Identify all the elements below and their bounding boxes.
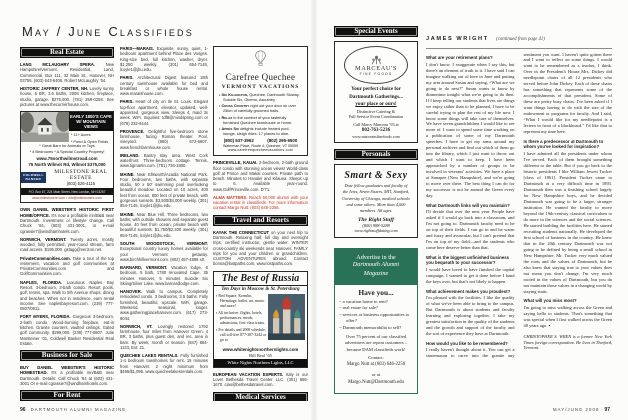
dam-head-line: Magazine [363, 269, 389, 277]
classified-ad [120, 324, 208, 351]
ad-text: Lovely sunny house, 5 BR, 3.5 baths, 2008 kitchen, fireplace, studio, garage. $275,000. (781) 259-0258. See pictures at www.thecurrierhouse.com. [20, 86, 114, 107]
bullet-text: in the comfort of your tastefully furnished Quechee townhouse or home. [223, 114, 293, 125]
smart-sexy-title: Smart & Sexy [344, 170, 408, 182]
ad-text: on your next trip to Dartmouth. Relaxing half, full day and overnight trips, certified instructor, gentle water. WINTER cross-country ski weekends near Hanover. FAMILY trips for you and your children or grandchildren. CUSTOM ADVENTURES abroad. Contact bonna@lostpaths.com, www.lostpaths.com. [213, 229, 308, 267]
ad-text: Delightful five-bedroom stone farmhouse, facing Roman theater. Pool, vineyard. (860) 672-6607. www.frenchfarmhouse.com. [120, 128, 208, 150]
dam-list-item: ~ services or business opportunities to offer? [339, 312, 413, 325]
dam-list-item: ~ real estate for sale? [339, 305, 413, 312]
section-label: Special Events [354, 27, 398, 35]
ad-lead: NAPLES, FLORIDA. [20, 279, 63, 285]
quechee-logo-text: Carefree Quechee [225, 72, 296, 82]
interview-answer: I don't know. I exaggerate when I say this, but there's an element of truth to it. I have said I can imagine walking out of here in June and putting my arm around Susan and saying, “What are we going to do next?” Susan wants to know by dinnertime tonight what we're going to do then. If I keep telling our students that lives are things we enjoy rather than to be planned, I have to be careful trying to plan the rest of my life now. I know some things will take care of themselves. We have seven grandchildren I would like to see more of. I want to spend some time working on a publication of some of my Dartmouth speeches. I have to get my arms around my personal archives and find out which of them go into the library, which I just want to throw out and which I want to keep. I have been approached by a number of groups to be involved in veterans' activities. We have a place at Sunapee [New Hampshire], and we're going to move over there. The best thing I can do for my successor is not be around the Green every day. [426, 61, 515, 199]
classified-ad [120, 153, 208, 169]
ad-group [20, 207, 114, 348]
magazine-name: DARTMOUTH ALUMNI MAGAZINE [30, 407, 127, 412]
dam-contact-email: Margo.Nutt@Dartmouth.edu [348, 379, 404, 385]
produce-bunch-icon [369, 55, 384, 65]
ad-text: Italy is our Love! Bethesda Travel Center LLC. (301) 656-1670. ciao@bethesdatravel.com. [213, 371, 308, 388]
ad-text: Exquisite, sunny, quiet, 1-bedroom apartment behind Place des Vosges. King-size bed, full kitchen, washer, dryer. $1,250 weekly. (301) 654-7145, lcoyle1@jhu.edu. [120, 46, 208, 73]
milestone-feature-line: * Great Barn for Animals or Toys [39, 143, 95, 149]
marceau-subname: FINE FOODS [359, 71, 393, 76]
interview-answer: I'll decide that over the next year. People have asked if I would go back into a classroom, and I'm not going to. Dartmouth faculty need to be on top of their fields. I can go in and be warm and fuzzy and avuncular, but I can't pretend that I'm on top of my field—and the students who come here deserve better than that. [426, 209, 515, 251]
section-header-business-for-sale [20, 350, 114, 361]
classified-ad [20, 62, 114, 83]
bullet-lead: Après Ski [221, 126, 240, 132]
ad-text: Lovingly restored 1792 farmhouse, four miles from Hanover Green. 4 BR, 3 baths, plus guest den, and rec. area in barn. By week, month or season. (847) 864-1133, Ext. 21. [120, 323, 208, 350]
classified-ad [120, 289, 208, 321]
dam-contact-label: Contact: [368, 355, 384, 361]
ad-lead: KAYAK THE CONNECTICUT [213, 229, 270, 235]
article-continued-note: (continued from page 41) [496, 37, 545, 42]
interview-answer: I would have loved to have finished the capital campaign. I wanted to get it done before I hand the keys over, but that's not likely to happen. [426, 267, 515, 285]
marceau-web: www.marceausfinefoods.com [352, 134, 400, 140]
right-page-footer [553, 407, 610, 413]
classified-ad [120, 75, 208, 96]
ad-lead: MAINE. [120, 211, 135, 217]
marceau-tagline: Dartmouth Gatherings... [349, 94, 403, 101]
ad-lead: PRINCEVILLE, KAUAI. [213, 160, 258, 166]
russia-ad-company-bar: White Nights Northern Lights, LLC [214, 359, 307, 367]
dam-item-list [339, 299, 413, 332]
st-basils-graphic [268, 294, 305, 340]
ad-lead: EUROPEAN VACATION EXPERTS. [213, 371, 284, 377]
russia-bullet: ▪ Red Square, Kremlin, Hermitage, ballet, art, music and more! [216, 294, 268, 309]
ad-text: It's now a profitable inn/B&B near Dartmouth. Investment or lifestyle change. Call Chuck ’84, (603) 431-3001, or e-mail cgrassie7@windhamhotels.com. [20, 212, 114, 234]
ad-text: Exceptional country luxury homes available for your Vermont getaway. www.birchhillvermont.com. (802) 457-4898 x0. [120, 246, 208, 262]
russia-ad-contact: Bill Beal ’65 [249, 352, 272, 358]
section-header-medical-services [213, 392, 308, 401]
classified-ad [213, 230, 308, 267]
ad-lead: PROVENCE. [120, 128, 145, 134]
classifieds-column-3 [213, 46, 308, 401]
classified-ad [20, 280, 114, 312]
classified-ad [120, 99, 208, 126]
dam-list-item: ~ Dartmouth memorabilia to sell? [339, 325, 413, 332]
russia-bullet: ▪ All inclusive: flights, hotels, performances, meals, admissions, first-class trains. [216, 311, 268, 326]
interview-question: How would you like to be remembered? [426, 340, 508, 346]
classified-ad [20, 86, 114, 107]
dam-ad-body [335, 285, 417, 393]
coldwell-logo-line: COLDWELL [23, 172, 44, 177]
milestone-brand-row [21, 169, 113, 187]
author-credit: CHRISTOPHER S. WREN is a former New York Times foreign correspondent. He lives in Thetford, Vermont. [523, 333, 612, 351]
dam-contact-phone: Margo Nutt at (603) 646-2256 [346, 362, 406, 368]
ad-group [20, 365, 114, 389]
dam-list-item: ~ a vacation home to rent? [339, 299, 413, 306]
right-stuff-brand: The Right Stuff [358, 217, 394, 224]
section-label: Medical Services [235, 392, 286, 401]
milestone-bullet: * Pond & Open Fields [70, 139, 109, 145]
section-header-travel-and-resorts [213, 215, 308, 226]
russia-ad-title: The Best of Russia [214, 272, 307, 286]
dam-contact-or: or at [371, 372, 381, 378]
ad-text: Heart of city on Ile St. Louis. Elegant top-floor apartment, elevator, updated, well-appointed, gorgeous view. Sleeps 4, maid 3x week. WiFi. Inquiries: tdf8@mindspring.com or (678) 232-8444. [120, 99, 208, 126]
dam-have-you: Have you... [358, 287, 394, 297]
classified-ad [20, 237, 114, 253]
james-wright-article [426, 27, 612, 404]
marceau-services: Full Service Event Coordination [348, 114, 404, 120]
ad-text: 2-bedroom, 2-bath ground floor condo with stunning ocean views! World-class golf at Prince and Makai courses. Private path to beach. Minutes to Hanalei and Kilauea. Sleeps up to 6. Available year-round. www.GolfPrinceville.com. D’71. [213, 160, 308, 192]
ad-lead: IRELAND. [120, 152, 140, 158]
marceau-tagline: your place or ours! [355, 100, 397, 107]
section-header-real-estate [20, 47, 114, 58]
milestone-phone: (603) 526-4116 [66, 181, 96, 187]
russia-ad-subtitle: Ten Days in Moscow & St. Petersburg [221, 287, 300, 293]
article-columns [426, 52, 612, 404]
marceau-tagline: Your perfect choice for [351, 86, 401, 92]
classified-ad [20, 207, 114, 234]
ad-group [20, 62, 114, 110]
ad-lead: OWN DANIEL WEBSTER'S HISTORIC FIRST HOME/OFFICE. [20, 207, 114, 218]
classified-ad [213, 372, 308, 388]
classified-ad [120, 241, 208, 262]
ad-text: Twenty acres, mostly wooded, fully permitted, year-round stream, farm road access. $195,000. gstagg@verizon.net. [20, 236, 114, 253]
bullet-text: Quechee, Dartmouth Skiway, Suicide Six, Okemo, Ascutney [223, 92, 300, 103]
ad-text: Luxurious Naples Bay Resort. 3-bedroom, 3-bath condo. Resort pools, golf, tennis, spa. Walk to 5th Avenue shops, dining and beaches. When not in residence, earn rental income. See naplesbayresort.com. (239) 777-0807/0911. [20, 279, 114, 312]
interview-question: What Dartmouth links will you maintain? [426, 202, 510, 208]
article-byline: JAMES WRIGHT [426, 36, 489, 42]
classified-ad [120, 265, 208, 286]
ad-text: Vacation lodge, 6 bedroom, 5 bath, 1780 renovated Cape. 35 minutes Hanover, 5 minutes Suicide Six Skiing/Silver Lake. www.barnardlodge.com. [120, 264, 208, 286]
ad-text: Near Blue Hill. Three bedrooms, two baths, with outside showers and separate guest house. 40 feet from ocean, private beach with beautiful sunsets. $1,750/$2,300 weekly. (301) 654-7145, lcoyle1@jhu.edu. [120, 211, 208, 238]
classified-ad [20, 314, 114, 346]
classified-ad [120, 46, 208, 73]
hot-air-balloon-icon [254, 50, 267, 66]
quechee-bullet [219, 92, 302, 102]
ad-lead: LANG MCLAUGHRY SPERA. [20, 62, 96, 67]
marceau-phone: 802-763-5236 [361, 128, 391, 134]
display-ads-column [334, 25, 418, 399]
ad-text: Fully furnished 1-4 bedroom townhomes for rent. 15 minutes from Hanover. 2 night minimum from $455/$1,095. www.quecheelakesrentals.com. [120, 353, 208, 374]
right-page [314, 0, 628, 420]
quechee-phone-1: (800) 537-3962 [223, 138, 254, 144]
dam-head-line: Dartmouth Alumni [352, 261, 400, 269]
bullet-lead: Ski Killington, [221, 92, 249, 97]
interview-question: What is the biggest unfinished business you bequeath to your successor? [426, 254, 510, 266]
dam-pitch: Over 75 percent of our classified advertisers are repeat customers –because DAM classifieds work! [344, 333, 408, 352]
quechee-bullet [219, 103, 302, 113]
page-title: May / June Classifieds [22, 24, 194, 39]
russia-bullet: ▪ For details and 2008 schedule, call toll-free 877-387-3242 or go to [216, 328, 268, 343]
section-label: Travel and Resorts [232, 215, 289, 224]
milestone-address-price: 75 North Wilmot Rd, Wilmot $375,000 [28, 161, 106, 167]
st-basils-cathedral-photo [268, 294, 305, 346]
classifieds-column-2 [120, 46, 208, 401]
marceau-logo [344, 46, 408, 84]
alma-matters-ad [213, 195, 308, 211]
ad-text: Take a tour of the top retirement, vacation and golf communities at PrivateCommunities.com and GolfCommunities.com. [20, 255, 114, 277]
section-label: Real Estate [49, 48, 85, 56]
russia-bullets [216, 294, 268, 346]
dam-advertise-ad [334, 248, 418, 393]
dam-ad-header [335, 249, 417, 284]
ad-lead: MAINE. [120, 171, 135, 177]
classified-ad [120, 172, 208, 209]
coldwell-logo-line: BANKER [25, 176, 42, 181]
section-label: For Rent [53, 390, 81, 399]
page-gutter [310, 0, 318, 420]
section-header-special-events [334, 26, 418, 37]
house-photo [21, 112, 69, 142]
classified-ad [213, 160, 308, 192]
ad-lead: PARIS—MARAIS. [120, 46, 154, 51]
interview-answer: I'm pleased with the facilities. I like the quality of what we've been able to bring to the campus. But Dartmouth is about students and faculty learning and exploring together. I take my greatest satisfaction in the quality of the students and the growth and support of the faculty and the sort of experience they have at Dartmouth. [426, 295, 515, 337]
ad-text: Architectural Digest featured 18th century townhouse available for bed and breakfast or whole house rental. www.maraishouse.com. [120, 75, 208, 97]
section-header-personals [334, 149, 418, 160]
house-photo-graphic [21, 112, 69, 142]
milestone-real-estate-ad [20, 111, 114, 203]
ad-lead: BUY DANIEL WEBSTER'S HISTORIC HOMESTEAD. [20, 364, 114, 376]
ad-lead: BARNARD, VERMONT. [120, 264, 168, 270]
bullet-text: delights include heated pool, lounge, sleigh rides. 17 places to dine. [223, 126, 290, 137]
marceau-contact: Call Marcy Marceau ’93 at [353, 121, 399, 127]
right-stuff-web: www.rightstuffdating.com [354, 228, 398, 234]
interview-question: What are your retirement plans? [426, 55, 493, 60]
ad-text: Bantry Bay area. West Cork waterfront. Three-bedroom cottage. Tennis. www.tigmartin.com. (781) 736-1800. [120, 152, 208, 169]
ad-lead: SOUTH WOODSTOCK, VERMONT. [120, 240, 208, 246]
smart-sexy-body: Date fellow graduates and faculty of the Ivies, Seven Sisters, MIT, Stanford, University of Chicago, medical schools and some others. More than 4,000 members. All ages. [342, 183, 410, 213]
interview-question: What will you miss most? [523, 298, 577, 304]
quechee-bullets [219, 92, 302, 136]
interview-answer: I really haven't thought about it. You can get a stonemason to carve into the granite any sentiment you want. I haven't quite gotten there and I want to reflect on some things. I would want to be remembered as a teacher, I think. Over in the President's House Mrs. Dickey did needlepoint chairs of all 12 presidents who served before John Dickey. Each of these chairs has something that represents some of the accomplishments of that president. Some of these are pretty busy chairs. I've been asked if I want things having to do with the size of the endowment or programs for faculty. And I said, “What I would like for my needlepoint is a lectern in front of a blackboard.” I'd like that to represent my time here. [426, 51, 612, 359]
ad-lead: NORWICH, VERMONT. [20, 236, 67, 242]
milestone-web: www.milestonere.com • info@milestonere.com [32, 196, 102, 201]
milestone-brand-name: MILESTONE REAL ESTATE [54, 168, 108, 182]
bullet-lead: Cross Country [221, 103, 250, 109]
marceaus-fine-foods-ad [334, 41, 418, 143]
classified-ad [120, 129, 208, 150]
marceau-name: MARCEAU'S [354, 64, 398, 72]
bullet-text: right out your door on over 25km of carefully groomed trails. [223, 103, 296, 114]
ad-text: It's a profitable inn/B&B near Dartmouth. Details: Call Chuck ’84 at (603) 431-3001 Or e-mail cgrassie7@windhamhotels.com. [20, 370, 114, 386]
ad-lead: HISTORIC JAFFREY CENTER, NH. [20, 86, 89, 92]
ad-text: Reach 50,000 alumni with your vacation rental in classifieds. For more information contact Margo Nutt: (603) 646-2256. [213, 194, 308, 211]
ad-text: Near Ellsworth/Acadia National Park. Four bedrooms, two baths, with separate studio, 50 x 50' swimming pool overlooking beautiful meadow. Located on 10 acres, 400 feet from ocean, 800 feet of private beach, with gorgeous sunsets. $3,500/$4,000 weekly. (301) 654-7145, lcoyle1@jhu.edu. [120, 171, 208, 209]
milestone-url: www.75northwilmotroad.com [36, 155, 98, 161]
best-of-russia-ad [213, 271, 308, 368]
ad-lead: PrivateCommunities.com. [20, 255, 71, 261]
bullet-lead: Relax [221, 114, 233, 120]
ad-group [213, 160, 308, 195]
right-page-number: 97 [604, 407, 610, 413]
section-label: Business for Sale [41, 350, 93, 359]
russia-ad-body [214, 294, 307, 346]
quechee-phone-2: (802) 295-9500 [267, 138, 298, 144]
interview-question: What achievement makes you proudest? [426, 288, 511, 294]
left-page-footer [20, 407, 126, 413]
milestone-street-address: P.O. Box 67, 224 Main Street, New London, NH 03257 [21, 188, 113, 195]
carefree-quechee-ad [213, 46, 308, 156]
classifieds-column-1 [20, 46, 114, 401]
quechee-subtitle: VERMONT VACATIONS [221, 84, 300, 90]
section-header-for-rent [20, 390, 114, 401]
quechee-address: Waterman Place, Route 4, Quechee, VT 05059 [222, 144, 299, 149]
section-label: Personals [361, 150, 391, 159]
quechee-web: www.carefreequecheevacations.com [228, 148, 293, 153]
right-stuff-phone: (800) 988-5288 [362, 223, 390, 229]
classified-ad [120, 212, 208, 239]
ad-text: New Hampshire/Vermont. Residential, Land, Commercial. Box 111, 32 Main St., Hanover, NH 03755. (603) 643-6406. Robert McLaughry ’54. [20, 62, 114, 83]
coldwell-banker-logo [21, 172, 46, 183]
marceau-services: Distinctive Catering & [356, 108, 396, 114]
ad-text: Gorgeous 3-bedroom, 2-bath condo. Wood-burning fireplace, eat-in kitchen. Granite counters, vaulted ceilings. Gated golf community. $299,000. (239) 777-0807. Julie Marsteiner ’01, Coldwell Banker Residential Real Estate. [20, 314, 114, 346]
quechee-phones [217, 138, 304, 143]
ad-lead: ALMA MATTERS. [213, 194, 248, 200]
quechee-bullet [219, 126, 302, 136]
ad-lead: HANOVER. [120, 288, 142, 294]
ad-lead: QUECHEE LAKES RENTALS. [120, 353, 179, 359]
classified-ad [20, 256, 114, 277]
interview-answer: I'm going to miss walking across the Green and saying hello to students. That's something that was special when I first walked across the Green 40 years ago. ▪ [523, 304, 612, 328]
milestone-bullet: * 11+ Acres [70, 132, 91, 138]
ad-group [213, 230, 308, 270]
dam-head-line: Advertise in the [356, 254, 396, 262]
article-header [426, 27, 612, 49]
milestone-headline-area [69, 112, 113, 145]
ad-group [120, 46, 208, 377]
issue-date: MAY/JUNE 2008 [552, 407, 600, 412]
ad-lead: PARIS. [120, 75, 134, 81]
milestone-headline: EARLY 1800'S CAPE W/ MOUNTAIN VIEWS [69, 113, 112, 130]
russia-ad-web: www.whitenightsnorthernlights.com [222, 346, 299, 352]
milestone-ad-top [21, 112, 113, 145]
ad-lead: NORWICH, VT. [120, 323, 153, 329]
classified-ad [20, 365, 114, 386]
interview-answer: I have admired all the presidents under whom I've served. Each of them brought something different to the table. But if you go back to the historic presidents I like William Jewett Tucker [class of 1861]. President Tucker came to Dartmouth at a very difficult time in 1893. Dartmouth then was a finishing school largely for New Hampshire boys, and he decided Dartmouth was going to be a larger, stronger institution. He wanted the faculty to move beyond the 19th-century classical curriculum to do more in the sciences and the social sciences. He started building the facilities here. He started recruiting students nationally. He developed the first school of business in the country. He knew that in the 20th century Dartmouth was not going to be defined by being a small school in New Hampshire. Mr. Tucker very much valued the roots and the values of Dartmouth, but he also knew that staying true to your values does not mean you don't change. I'm very much rooted in the values of Dartmouth, but you do not maintain those values in a changing world by staying static. [523, 151, 612, 294]
ad-lead: FORT MYERS, FLORIDA. [20, 314, 71, 320]
smart-and-sexy-ad [334, 164, 418, 238]
milestone-feature-line: * 4 Bedrooms * A Special Country Property! [29, 149, 105, 155]
classified-ad [120, 353, 208, 374]
quechee-bullet [219, 115, 302, 125]
ad-group [213, 372, 308, 391]
interview-question: Is there a predecessor at Dartmouth to whom you've looked for inspiration? [523, 138, 604, 150]
ad-text: Walk to campus. Completely remodeled condo. 3 bedrooms, 3.5 baths. Fully furnished, beautiful, upscale. WiFi, garage. Weekend, seasonal, longer. www.gatheringplacehanover.com. (617) 273-9044. [120, 288, 208, 321]
ad-lead: PARIS. [120, 99, 134, 105]
left-page-number: 96 [20, 407, 26, 413]
